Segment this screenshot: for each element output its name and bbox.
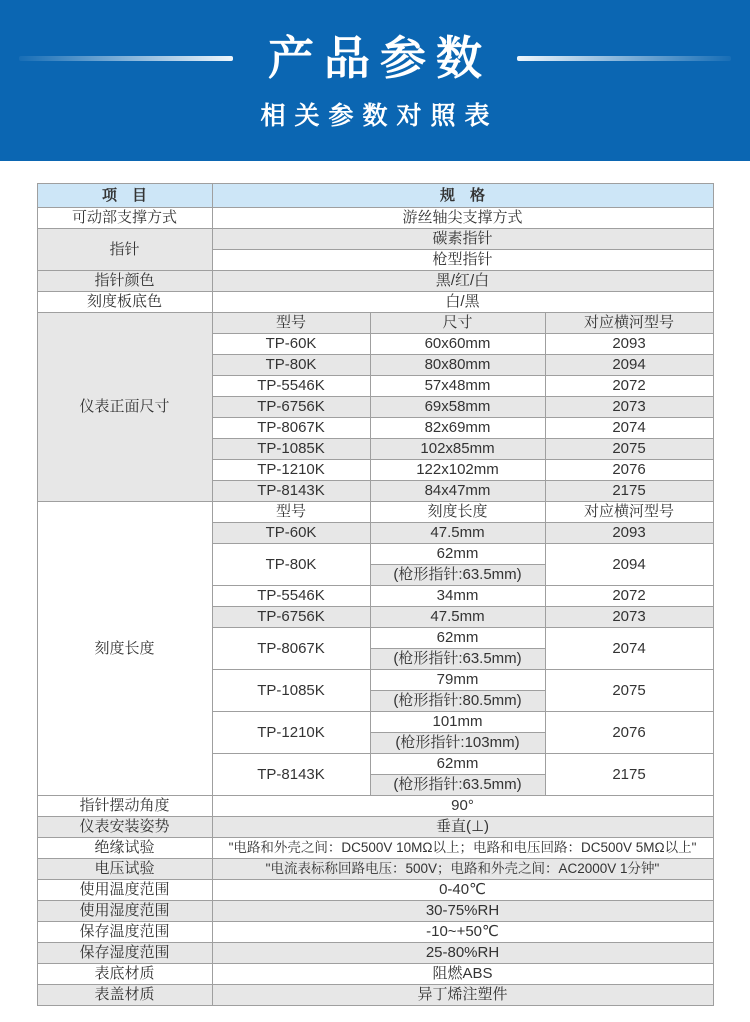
table-row	[37, 943, 713, 964]
length-cell: 34mm	[370, 586, 545, 607]
yokogawa-cell: 2093	[545, 523, 713, 544]
table-row	[37, 985, 713, 1006]
operating-temp-label: 使用温度范围	[37, 880, 212, 901]
voltage-test-value: "电流表标称回路电压：500V；电路和外壳之间：AC2000V 1分钟"	[212, 859, 713, 880]
pointer-label: 指针	[37, 229, 212, 271]
length-cell: 47.5mm	[370, 523, 545, 544]
table-row	[37, 880, 713, 901]
length-cell: 62mm	[370, 754, 545, 775]
voltage-test-label: 电压试验	[37, 859, 212, 880]
size-cell: 84x47mm	[370, 481, 545, 502]
table-row	[37, 901, 713, 922]
length-cell: 101mm	[370, 712, 545, 733]
base-material-label: 表底材质	[37, 964, 212, 985]
front-size-label: 仪表正面尺寸	[37, 313, 212, 502]
model-cell: TP-8143K	[212, 754, 370, 796]
size-cell: 80x80mm	[370, 355, 545, 376]
model-cell: TP-5546K	[212, 376, 370, 397]
storage-temp-value: -10~+50℃	[212, 922, 713, 943]
front-size-col-model: 型号	[212, 313, 370, 334]
yokogawa-cell: 2074	[545, 418, 713, 439]
front-size-col-size: 尺寸	[370, 313, 545, 334]
scale-length-col-model: 型号	[212, 502, 370, 523]
yokogawa-cell: 2075	[545, 670, 713, 712]
header-item-cell: 项 目	[37, 184, 212, 208]
model-cell: TP-1210K	[212, 712, 370, 754]
mount-posture-value: 垂直(⊥)	[212, 817, 713, 838]
table-row	[37, 292, 713, 313]
storage-humidity-label: 保存湿度范围	[37, 943, 212, 964]
pointer-color-value: 黑/红/白	[212, 271, 713, 292]
table-row	[37, 502, 713, 523]
page-subtitle: 相关参数对照表	[260, 101, 499, 130]
yokogawa-cell: 2076	[545, 712, 713, 754]
length-gun-cell: (枪形指针:63.5mm)	[370, 565, 545, 586]
swing-angle-label: 指针摆动角度	[37, 796, 212, 817]
model-cell: TP-80K	[212, 355, 370, 376]
scale-length-col-length: 刻度长度	[370, 502, 545, 523]
swing-angle-value: 90°	[212, 796, 713, 817]
model-cell: TP-8143K	[212, 481, 370, 502]
yokogawa-cell: 2072	[545, 376, 713, 397]
pointer-type1-value: 碳素指针	[212, 229, 713, 250]
size-cell: 102x85mm	[370, 439, 545, 460]
model-cell: TP-60K	[212, 334, 370, 355]
size-cell: 57x48mm	[370, 376, 545, 397]
yokogawa-cell: 2093	[545, 334, 713, 355]
table-row	[37, 922, 713, 943]
scale-length-label: 刻度长度	[37, 502, 212, 796]
length-cell: 79mm	[370, 670, 545, 691]
model-cell: TP-8067K	[212, 628, 370, 670]
yokogawa-cell: 2073	[545, 397, 713, 418]
table-row	[37, 859, 713, 880]
spec-table	[37, 183, 714, 1006]
decor-line-left	[19, 56, 233, 61]
table-row	[37, 964, 713, 985]
page-title: 产品参数	[268, 32, 492, 84]
operating-humidity-label: 使用湿度范围	[37, 901, 212, 922]
size-cell: 60x60mm	[370, 334, 545, 355]
size-cell: 122x102mm	[370, 460, 545, 481]
length-gun-cell: (枪形指针:63.5mm)	[370, 649, 545, 670]
pointer-type2-value: 枪型指针	[212, 250, 713, 271]
size-cell: 82x69mm	[370, 418, 545, 439]
model-cell: TP-60K	[212, 523, 370, 544]
base-material-value: 阻燃ABS	[212, 964, 713, 985]
operating-humidity-value: 30-75%RH	[212, 901, 713, 922]
mount-posture-label: 仪表安装姿势	[37, 817, 212, 838]
yokogawa-cell: 2076	[545, 460, 713, 481]
scale-length-col-yokogawa: 对应横河型号	[545, 502, 713, 523]
decor-line-right	[517, 56, 731, 61]
table-row	[37, 229, 713, 250]
operating-temp-value: 0-40℃	[212, 880, 713, 901]
model-cell: TP-1085K	[212, 439, 370, 460]
header-spec-cell: 规 格	[212, 184, 713, 208]
yokogawa-cell: 2094	[545, 544, 713, 586]
dial-color-label: 刻度板底色	[37, 292, 212, 313]
cover-material-label: 表盖材质	[37, 985, 212, 1006]
banner-title-row	[19, 33, 731, 84]
table-row	[37, 313, 713, 334]
length-gun-cell: (枪形指针:63.5mm)	[370, 775, 545, 796]
length-gun-cell: (枪形指针:80.5mm)	[370, 691, 545, 712]
storage-humidity-value: 25-80%RH	[212, 943, 713, 964]
yokogawa-cell: 2074	[545, 628, 713, 670]
front-size-col-yokogawa: 对应横河型号	[545, 313, 713, 334]
length-cell: 62mm	[370, 628, 545, 649]
pointer-color-label: 指针颜色	[37, 271, 212, 292]
yokogawa-cell: 2175	[545, 754, 713, 796]
table-row	[37, 208, 713, 229]
table-row	[37, 838, 713, 859]
support-label: 可动部支撑方式	[37, 208, 212, 229]
size-cell: 69x58mm	[370, 397, 545, 418]
table-row	[37, 817, 713, 838]
model-cell: TP-1085K	[212, 670, 370, 712]
insulation-test-label: 绝缘试验	[37, 838, 212, 859]
storage-temp-label: 保存温度范围	[37, 922, 212, 943]
yokogawa-cell: 2072	[545, 586, 713, 607]
product-params-banner	[0, 0, 750, 161]
dial-color-value: 白/黑	[212, 292, 713, 313]
model-cell: TP-1210K	[212, 460, 370, 481]
table-header-row	[37, 184, 713, 208]
yokogawa-cell: 2075	[545, 439, 713, 460]
length-cell: 47.5mm	[370, 607, 545, 628]
length-gun-cell: (枪形指针:103mm)	[370, 733, 545, 754]
support-value: 游丝轴尖支撑方式	[212, 208, 713, 229]
model-cell: TP-8067K	[212, 418, 370, 439]
yokogawa-cell: 2073	[545, 607, 713, 628]
insulation-test-value: "电路和外壳之间：DC500V 10MΩ以上；电路和电压回路：DC500V 5MΩ以上"	[212, 838, 713, 859]
table-row	[37, 271, 713, 292]
cover-material-value: 异丁烯注塑件	[212, 985, 713, 1006]
table-row	[37, 796, 713, 817]
model-cell: TP-80K	[212, 544, 370, 586]
model-cell: TP-5546K	[212, 586, 370, 607]
model-cell: TP-6756K	[212, 607, 370, 628]
yokogawa-cell: 2175	[545, 481, 713, 502]
length-cell: 62mm	[370, 544, 545, 565]
model-cell: TP-6756K	[212, 397, 370, 418]
yokogawa-cell: 2094	[545, 355, 713, 376]
